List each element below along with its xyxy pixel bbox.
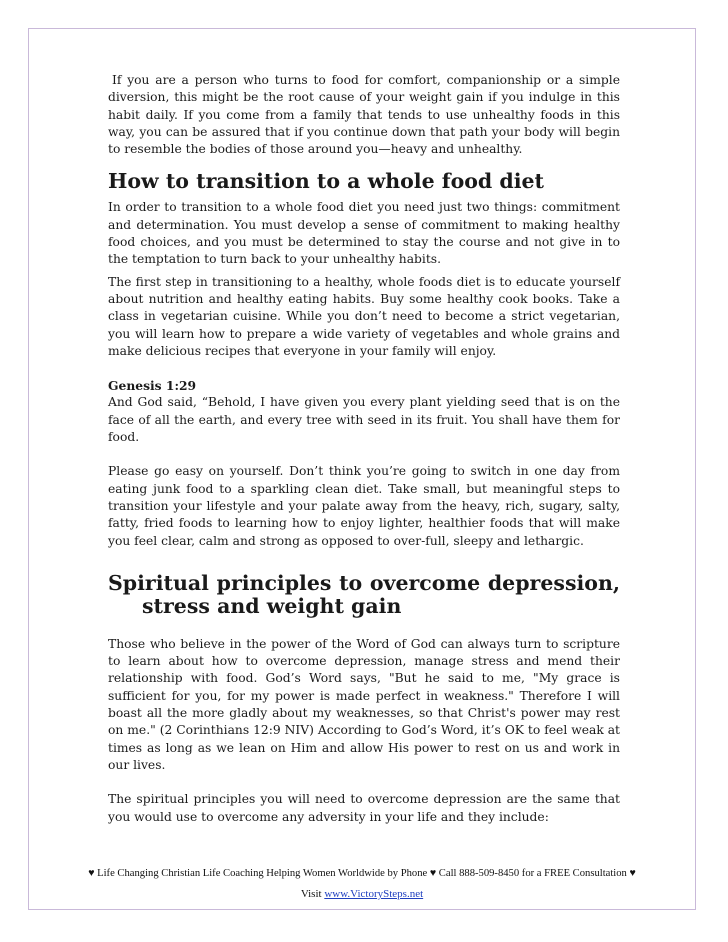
section-heading-spiritual <box>108 572 620 618</box>
scripture-block <box>108 377 620 446</box>
website-link[interactable]: www.VictorySteps.net <box>324 888 424 900</box>
footer-visit-line <box>28 886 696 902</box>
transition-paragraph-3: Please go easy on yourself. Don’t think you’re going to switch in one day from eating junk food to a sparkling clean diet. Take small, but meaningful steps to transition your lifestyle and your palate away from the heavy, rich, sugary, salty, fatty, fried foods to learning how to enjoy lighter, healthier foods that will make you feel clear, calm and strong as opposed to over-full, sleepy and lethargic. <box>108 464 620 548</box>
spiritual-heading-line-2: stress and weight gain <box>142 593 402 618</box>
footer-visit-label: Visit <box>300 888 325 900</box>
page-footer <box>28 866 696 902</box>
section-heading-transition: How to transition to a whole food diet <box>108 169 545 194</box>
spiritual-paragraph-2: The spiritual principles you will need to overcome depression are the same that you would use to overcome any adversity in your life and they include: <box>108 792 620 824</box>
footer-tagline: ♥ Life Changing Christian Life Coaching Helping Women Worldwide by Phone ♥ Call 888-509-8450 for a FREE Consultation ♥ <box>88 868 636 879</box>
scripture-text: And God said, “Behold, I have given you every plant yielding seed that is on the face of all the earth, and every tree with seed in its fruit. You shall have them for food. <box>108 395 620 445</box>
intro-paragraph: If you are a person who turns to food for comfort, companionship or a simple diversion, this might be the root cause of your weight gain if you indulge in this habit daily. If you come from a family that tends to use unhealthy foods in this way, you can be assured that if you continue down that path your body will begin to resemble the bodies of those around you—heavy and unhealthy. <box>108 73 620 157</box>
transition-paragraph-2: The first step in transitioning to a healthy, whole foods diet is to educate yourself about nutrition and healthy eating habits. Buy some healthy cook books. Take a class in vegetarian cuisine. While you don’t need to become a strict vegetarian, you will learn how to prepare a wide variety of vegetables and whole grains and make delicious recipes that everyone in your family will enjoy. <box>108 274 620 358</box>
transition-paragraph-1: In order to transition to a whole food diet you need just two things: commitment and determination. You must develop a sense of commitment to making healthy food choices, and you must be determined to stay the course and not give in to the temptation to turn back to your unhealthy habits. <box>108 200 620 267</box>
scripture-reference: Genesis 1:29 <box>108 378 197 394</box>
spiritual-heading-line-1: Spiritual principles to overcome depression, <box>108 570 620 595</box>
spiritual-paragraph-1: Those who believe in the power of the Word of God can always turn to scripture to learn about how to overcome depression, manage stress and mend their relationship with food. God’s Word says, "But he said to me, "My grace is sufficient for you, for my power is made perfect in weakness." Therefore I will boast all the more gladly about my weaknesses, so that Christ's power may rest on me." (2 Corinthians 12:9 NIV) According to God’s Word, it’s OK to feel weak at times as long as we lean on Him and allow His power to rest on us and work in our lives. <box>108 636 620 772</box>
document-body <box>108 72 620 826</box>
